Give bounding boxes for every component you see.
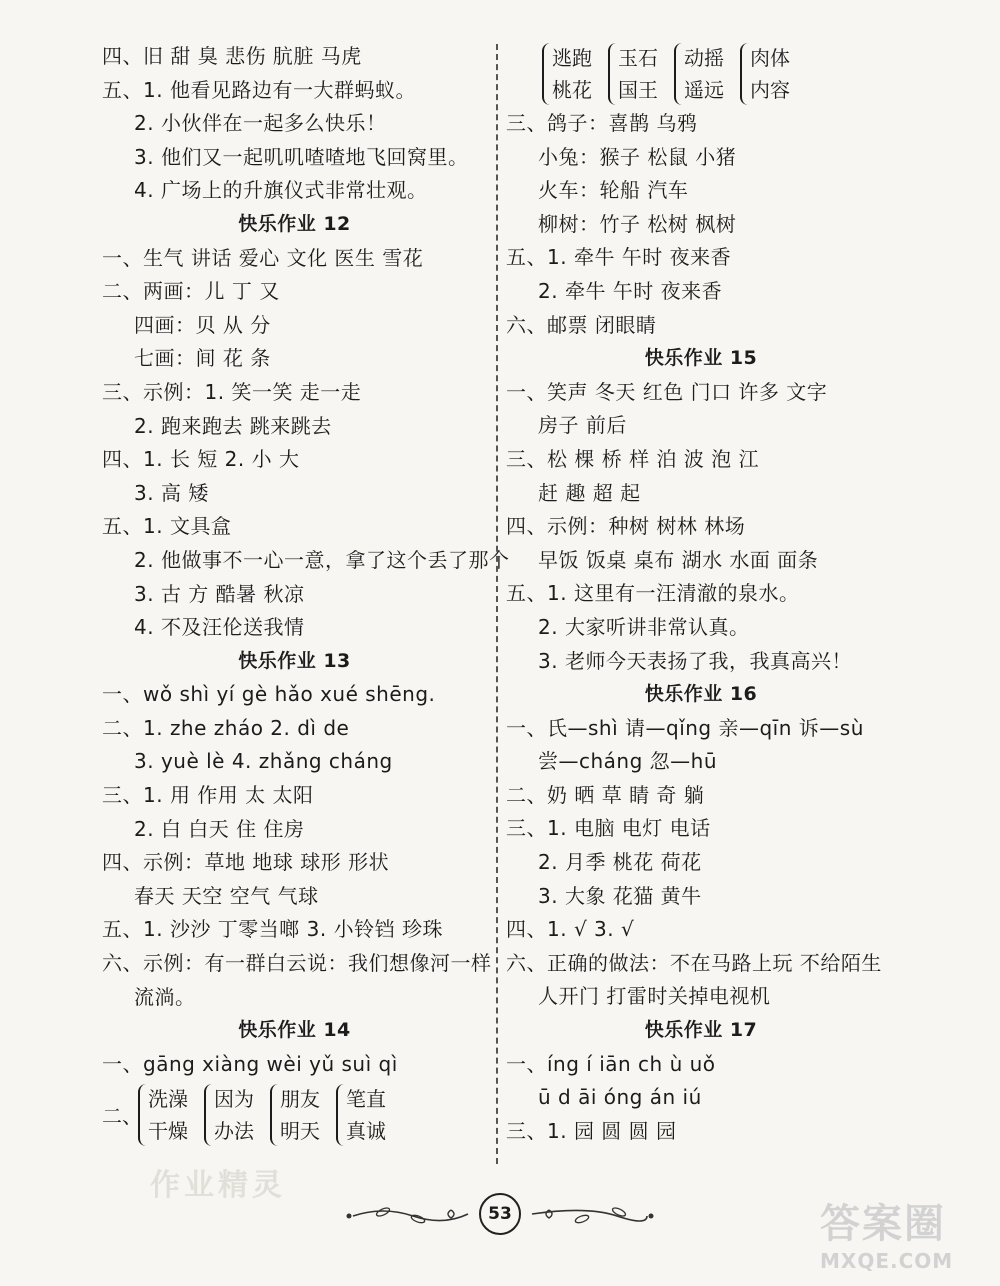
answer-line: 2. 牵牛 午时 夜来香 (538, 278, 723, 303)
watermark-right-url: MXQE.COM (820, 1249, 954, 1273)
answer-line: 六、邮票 闭眼睛 (506, 312, 657, 337)
brace-word: 干燥 (148, 1118, 188, 1143)
brace-group (336, 1084, 386, 1146)
answer-line: 赶 趣 超 起 (538, 480, 641, 505)
vine-ornament-right-icon (527, 1204, 657, 1224)
answer-line: 2. 月季 桃花 荷花 (538, 850, 702, 875)
section-title: 快乐作业 15 (644, 347, 758, 370)
watermark-right-title: 答案圈 (820, 1201, 946, 1247)
brace-group (542, 43, 592, 105)
answer-line: ū d āi óng án iú (538, 1085, 702, 1110)
brace-word: 办法 (214, 1118, 254, 1143)
brace-word: 遥远 (684, 77, 724, 102)
answer-line: 人开门 打雷时关掉电视机 (538, 984, 771, 1009)
answer-line: 六、正确的做法：不在马路上玩 不给陌生 (506, 950, 882, 975)
brace-group (674, 43, 724, 105)
answer-line: 一、氏—shì 请—qǐng 亲—qīn 诉—sù (506, 715, 864, 740)
answer-line: 三、鸽子：喜鹊 乌鸦 (506, 111, 698, 135)
answer-line: 五、1. 沙沙 丁零当啷 3. 小铃铛 珍珠 (102, 917, 443, 942)
answer-line: 柳树：竹子 松树 枫树 (538, 211, 737, 236)
answer-line: 一、生气 讲话 爱心 文化 医生 雪花 (102, 245, 424, 270)
answer-line: 房子 前后 (538, 413, 627, 438)
left-column (102, 40, 510, 1148)
left-brace-row (102, 1081, 487, 1148)
answer-line: 六、示例：有一群白云说：我们想像河一样 (102, 951, 492, 976)
watermark-left: 作业精灵 (150, 1168, 286, 1203)
answer-line: 3. yuè lè 4. zhǎng cháng (134, 749, 393, 774)
brace-word: 笔直 (346, 1086, 386, 1111)
right-column-lines (506, 107, 896, 1148)
answer-line: 三、1. 用 作用 太 太阳 (102, 783, 314, 808)
answer-line: 一、笑声 冬天 红色 门口 许多 文字 (506, 379, 828, 404)
answer-line: 一、gāng xiàng wèi yǔ suì qì (102, 1051, 398, 1076)
answer-line: 尝—cháng 忽—hū (538, 749, 718, 774)
answer-line: 流淌。 (134, 984, 196, 1009)
answer-line: 五、1. 牵牛 午时 夜来香 (506, 245, 732, 270)
answer-line: 四、1. 长 短 2. 小 大 (102, 447, 300, 472)
left-column-lines (102, 40, 510, 1081)
brace-group (204, 1084, 254, 1146)
section-title: 快乐作业 16 (644, 683, 758, 706)
section-title: 快乐作业 12 (238, 212, 351, 235)
answer-line: 四、示例：草地 地球 球形 形状 (102, 850, 390, 875)
brace-lead: 二、 (102, 1104, 142, 1129)
answer-line: 四、示例：种树 树林 林场 (506, 514, 746, 539)
answer-line: 四、旧 甜 臭 悲伤 肮脏 马虎 (102, 44, 362, 68)
page-number: 53 (479, 1193, 521, 1235)
brace-group (608, 43, 658, 105)
answer-line: 五、1. 文具盒 (102, 514, 232, 539)
answer-line: 二、1. zhe zháo 2. dì de (102, 715, 350, 740)
answer-line: 火车：轮船 汽车 (538, 178, 689, 203)
answer-line: 2. 大家听讲非常认真。 (538, 614, 750, 639)
brace-word: 逃跑 (552, 45, 592, 70)
answer-line: 3. 大象 花猫 黄牛 (538, 883, 702, 908)
brace-word: 桃花 (552, 77, 592, 102)
brace-word: 动摇 (684, 45, 724, 70)
brace-group (138, 1084, 188, 1146)
brace-word: 国王 (618, 77, 658, 102)
watermark-right (820, 1192, 990, 1272)
answer-line: 一、íng í iān ch ù uǒ (506, 1051, 716, 1076)
brace-word: 真诚 (346, 1118, 386, 1143)
answer-line: 早饭 饭桌 桌布 湖水 水面 面条 (538, 547, 819, 572)
answer-line: 五、1. 这里有一汪清澈的泉水。 (506, 581, 800, 606)
answer-line: 一、wǒ shì yí gè hǎo xué shēng. (102, 682, 436, 707)
brace-word: 肉体 (750, 45, 790, 70)
answer-line: 3. 高 矮 (134, 480, 209, 505)
vine-ornament-left-icon (343, 1204, 473, 1224)
answer-line: 2. 他做事不一心一意，拿了这个丢了那个 (134, 547, 510, 572)
brace-word: 明天 (280, 1118, 320, 1143)
answer-line: 四画：贝 从 分 (134, 312, 271, 337)
answer-line: 春天 天空 空气 气球 (134, 883, 319, 908)
brace-word: 朋友 (280, 1086, 320, 1111)
answer-line: 3. 古 方 酷暑 秋凉 (134, 581, 305, 606)
section-title: 快乐作业 17 (644, 1019, 758, 1042)
answer-line: 三、松 棵 桥 样 泊 波 泡 江 (506, 446, 760, 471)
answer-line: 五、1. 他看见路边有一大群蚂蚁。 (102, 77, 416, 102)
answer-line: 四、1. √ 3. √ (506, 917, 635, 942)
section-title: 快乐作业 14 (238, 1019, 351, 1042)
brace-word: 因为 (214, 1086, 254, 1111)
answer-line: 2. 跑来跑去 跳来跳去 (134, 413, 332, 438)
answer-line: 三、示例：1. 笑一笑 走一走 (102, 379, 362, 404)
answer-line: 2. 小伙伴在一起多么快乐！ (134, 111, 387, 136)
right-brace-row (506, 40, 896, 107)
right-column (506, 40, 896, 1148)
answer-line: 3. 老师今天表扬了我，我真高兴！ (538, 648, 852, 673)
brace-word: 内容 (750, 77, 790, 102)
answer-line: 小兔：猴子 松鼠 小猪 (538, 144, 737, 169)
answer-line: 3. 他们又一起叽叽喳喳地飞回窝里。 (134, 144, 469, 169)
answer-line: 2. 白 白天 住 住房 (134, 816, 305, 841)
answer-line: 4. 广场上的升旗仪式非常壮观。 (134, 178, 428, 203)
answer-line: 4. 不及汪伦送我情 (134, 615, 305, 640)
answer-line: 三、1. 电脑 电灯 电话 (506, 816, 711, 841)
column-divider (496, 44, 498, 1164)
page-footer (330, 1192, 670, 1236)
section-title: 快乐作业 13 (238, 649, 351, 672)
answer-line: 七画：间 花 条 (134, 346, 271, 371)
answer-line: 二、两画：儿 丁 又 (102, 279, 280, 304)
brace-word: 玉石 (618, 45, 658, 70)
brace-group (270, 1084, 320, 1146)
answer-line: 二、奶 晒 草 睛 奇 躺 (506, 782, 705, 807)
brace-group (740, 43, 790, 105)
brace-word: 洗澡 (148, 1086, 188, 1111)
answer-line: 三、1. 园 圆 圆 园 (506, 1118, 677, 1143)
